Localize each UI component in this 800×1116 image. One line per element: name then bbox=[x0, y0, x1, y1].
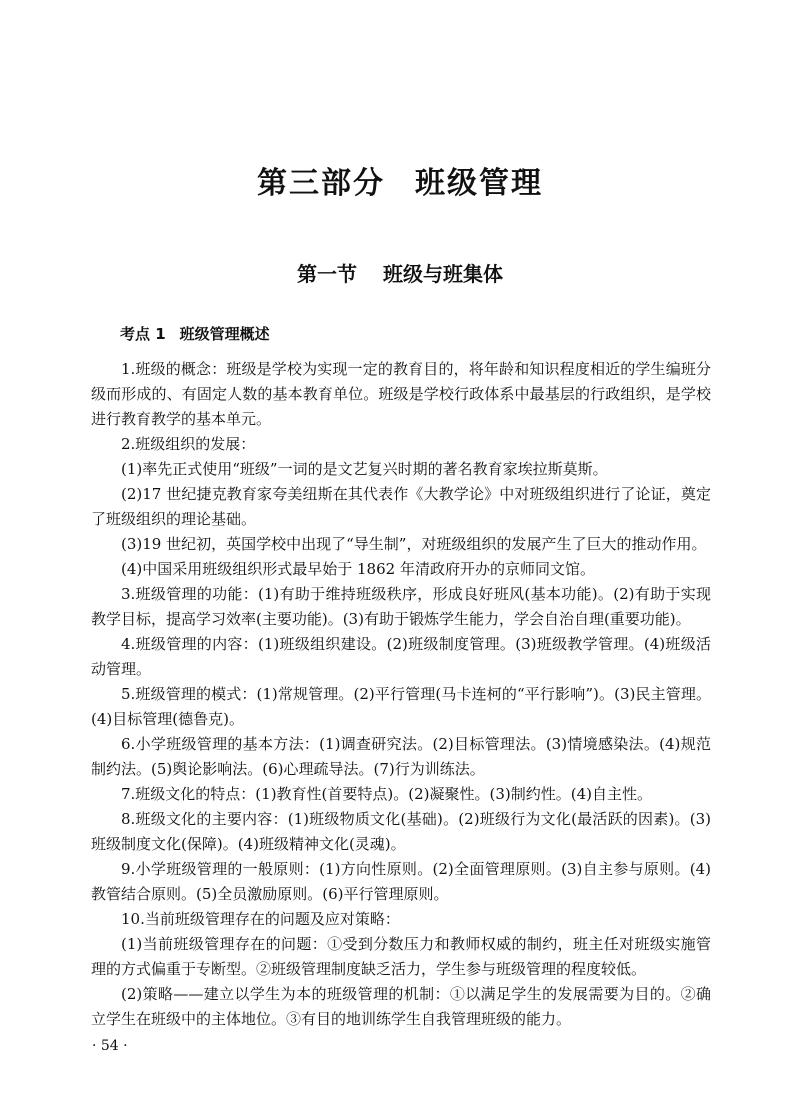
paragraph: 7.班级文化的特点：(1)教育性(首要特点)。(2)凝聚性。(3)制约性。(4)自主性。 bbox=[121, 785, 653, 803]
part-label: 第三部分 bbox=[257, 166, 385, 201]
page-number: · 54 · bbox=[92, 1038, 128, 1054]
section-name: 班级与班集体 bbox=[383, 262, 503, 286]
paragraph: (1)率先正式使用“班级”一词的是文艺复兴时期的著名教育家埃拉斯莫斯。 bbox=[121, 460, 608, 478]
exam-point-label: 考点 1 bbox=[120, 325, 166, 343]
paragraph: 6.小学班级管理的基本方法：(1)调查研究法。(2)目标管理法。(3)情境感染法。(4)规范制约法。(5)舆论影响法。(6)心理疏导法。(7)行为训练法。 bbox=[91, 735, 711, 778]
section-label: 第一节 bbox=[297, 262, 357, 286]
paragraph: 4.班级管理的内容：(1)班级组织建设。(2)班级制度管理。(3)班级教学管理。(4)班级活动管理。 bbox=[91, 635, 711, 678]
paragraph: 10.当前班级管理存在的问题及应对策略： bbox=[121, 910, 400, 928]
paragraph: (2)策略——建立以学生为本的班级管理的机制：①以满足学生的发展需要为目的。②确立学生在班级中的主体地位。③有目的地训练学生自我管理班级的能力。 bbox=[91, 985, 711, 1028]
paragraph: 9.小学班级管理的一般原则：(1)方向性原则。(2)全面管理原则。(3)自主参与原则。(4)教管结合原则。(5)全员激励原则。(6)平行管理原则。 bbox=[91, 860, 711, 903]
exam-point-heading bbox=[120, 323, 270, 344]
paragraph: (2)17 世纪捷克教育家夸美纽斯在其代表作《大教学论》中对班级组织进行了论证，奠定了班级组织的理论基础。 bbox=[91, 485, 711, 528]
paragraph: 8.班级文化的主要内容：(1)班级物质文化(基础)。(2)班级行为文化(最活跃的因素)。(3)班级制度文化(保障)。(4)班级精神文化(灵魂)。 bbox=[91, 810, 711, 853]
paragraph: (3)19 世纪初，英国学校中出现了“导生制”，对班级组织的发展产生了巨大的推动作用。 bbox=[121, 535, 707, 553]
paragraph: 1.班级的概念：班级是学校为实现一定的教育目的，将年龄和知识程度相近的学生编班分级而形成的、有固定人数的基本教育单位。班级是学校行政体系中最基层的行政组织，是学校进行教育教学的基本单元。 bbox=[91, 360, 711, 428]
paragraph: 3.班级管理的功能：(1)有助于维持班级秩序，形成良好班风(基本功能)。(2)有助于实现教学目标，提高学习效率(主要功能)。(3)有助于锻炼学生能力，学会自治自理(重要功能)。 bbox=[91, 585, 711, 628]
part-name: 班级管理 bbox=[415, 166, 543, 201]
paragraph: 2.班级组织的发展： bbox=[121, 435, 256, 453]
paragraph: (1)当前班级管理存在的问题：①受到分数压力和教师权威的制约，班主任对班级实施管理的方式偏重于专断型。②班级管理制度缺乏活力，学生参与班级管理的程度较低。 bbox=[91, 935, 711, 978]
part-title bbox=[0, 158, 800, 202]
section-title bbox=[0, 258, 800, 287]
exam-point-name: 班级管理概述 bbox=[179, 325, 270, 343]
paragraph: 5.班级管理的模式：(1)常规管理。(2)平行管理(马卡连柯的“平行影响”)。(3)民主管理。(4)目标管理(德鲁克)。 bbox=[91, 685, 711, 728]
body-text bbox=[91, 357, 711, 1032]
paragraph: (4)中国采用班级组织形式最早始于 1862 年清政府开办的京师同文馆。 bbox=[121, 560, 595, 578]
